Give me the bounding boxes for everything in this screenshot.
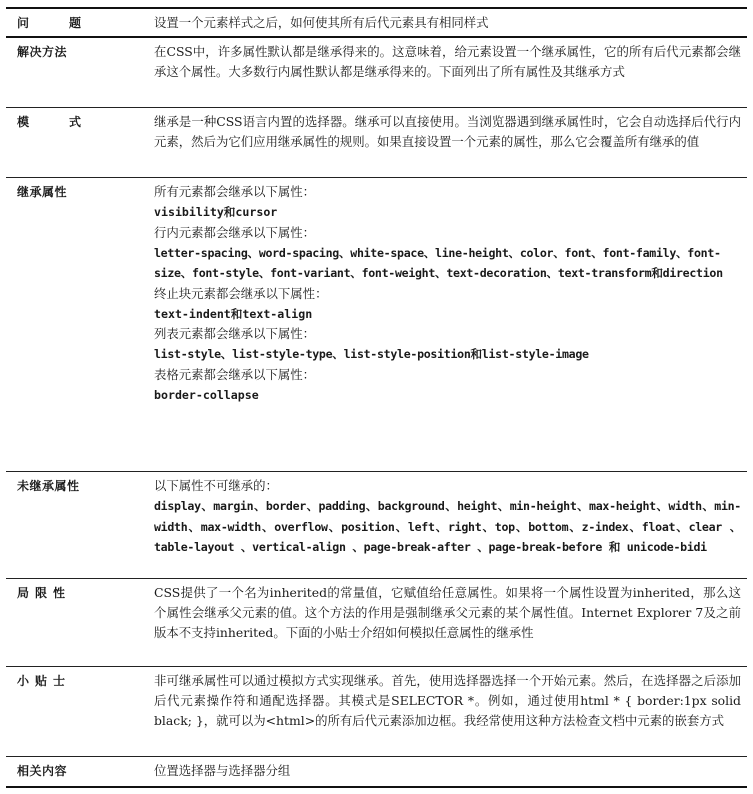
non-inherited-intro: 以下属性不可继承的： <box>154 478 278 493</box>
row-question <box>6 7 747 36</box>
pattern-text: 继承是一种CSS语言内置的选择器。继承可以直接使用。当浏览器遇到继承属性时，它会自动选择后代行内元素，然后为它们应用继承属性的规则。如果直接设置一个元素的属性，那么它会覆盖所有继承的值 <box>154 114 741 149</box>
inherited-list-props: list-style、list-style-type、list-style-position和list-style-image <box>154 347 589 361</box>
inherited-inline-props: letter-spacing、word-spacing、white-space、line-height、color、font、font-family、font-size、font-style、font-variant、font-weight、text-decoration、text-transform和direction <box>154 245 723 280</box>
limitations-text: CSS提供了一个名为inherited的常量值，它赋值给任意属性。如果将一个属性设置为inherited，那么这个属性会继承父元素的值。这个方法的作用是强制继承父元素的某个属性值。Internet Explorer 7及之前版本不支持inherited。下面的小贴士介绍如何模拟任意属性的继承性 <box>154 585 741 640</box>
row-non-inherited <box>6 471 747 578</box>
solution-text: 在CSS中，许多属性默认都是继承得来的。这意味着，给元素设置一个继承属性，它的所有后代元素都会继承这个属性。大多数行内属性默认都是继承得来的。下面列出了所有属性及其继承方式 <box>154 44 741 79</box>
inherited-table-intro: 表格元素都会继承以下属性： <box>154 366 316 382</box>
label-inherited: 继承属性 <box>17 185 68 199</box>
label-tip: 小贴士 <box>17 674 72 688</box>
inherited-all-intro: 所有元素都会继承以下属性： <box>154 184 316 199</box>
recipe-table <box>6 7 747 788</box>
inherited-list-intro: 列表元素都会继承以下属性： <box>154 326 316 341</box>
inherited-content <box>154 178 747 471</box>
row-solution <box>6 36 747 107</box>
inherited-block-intro: 终止块元素都会继承以下属性： <box>154 285 328 301</box>
inherited-inline-intro: 行内元素都会继承以下属性： <box>154 224 316 240</box>
label-pattern: 模 式 <box>17 115 96 129</box>
inherited-block-props: text-indent和text-align <box>154 306 313 321</box>
question-text: 设置一个元素样式之后，如何使其所有后代元素具有相同样式 <box>154 15 489 30</box>
row-related <box>6 756 747 788</box>
row-tip <box>6 666 747 756</box>
label-related: 相关内容 <box>17 764 68 778</box>
label-solution: 解决方法 <box>17 45 68 59</box>
row-inherited <box>6 177 747 471</box>
row-limitations <box>6 578 747 666</box>
tip-text: 非可继承属性可以通过模拟方式实现继承。首先，使用选择器选择一个开始元素。然后，在选择器之后添加后代元素操作符和通配选择器。其模式是SELECTOR *。例如，通过使用html * { border:1px solid black; }，就可以为<html>的所有后代元素添加边框。我经常使用这种方法检查文档中元素的嵌套方式 <box>154 673 741 728</box>
non-inherited-props: display、margin、border、padding、background、height、min-height、max-height、width、min-width、max-width、overflow、position、left、right、top、bottom、z-index、float、clear 、table-layout 、vertical-align 、page-break-after 、page-break-before 和 unicode-bidi <box>154 499 741 554</box>
row-pattern <box>6 107 747 177</box>
inherited-table-props: border-collapse <box>154 387 259 402</box>
label-question: 问 题 <box>17 16 96 30</box>
label-limitations: 局限性 <box>17 586 72 600</box>
label-non-inherited: 未继承属性 <box>17 479 80 493</box>
non-inherited-content <box>154 472 747 578</box>
related-text: 位置选择器与选择器分组 <box>154 763 291 778</box>
inherited-all-props: visibility和cursor <box>154 205 278 219</box>
